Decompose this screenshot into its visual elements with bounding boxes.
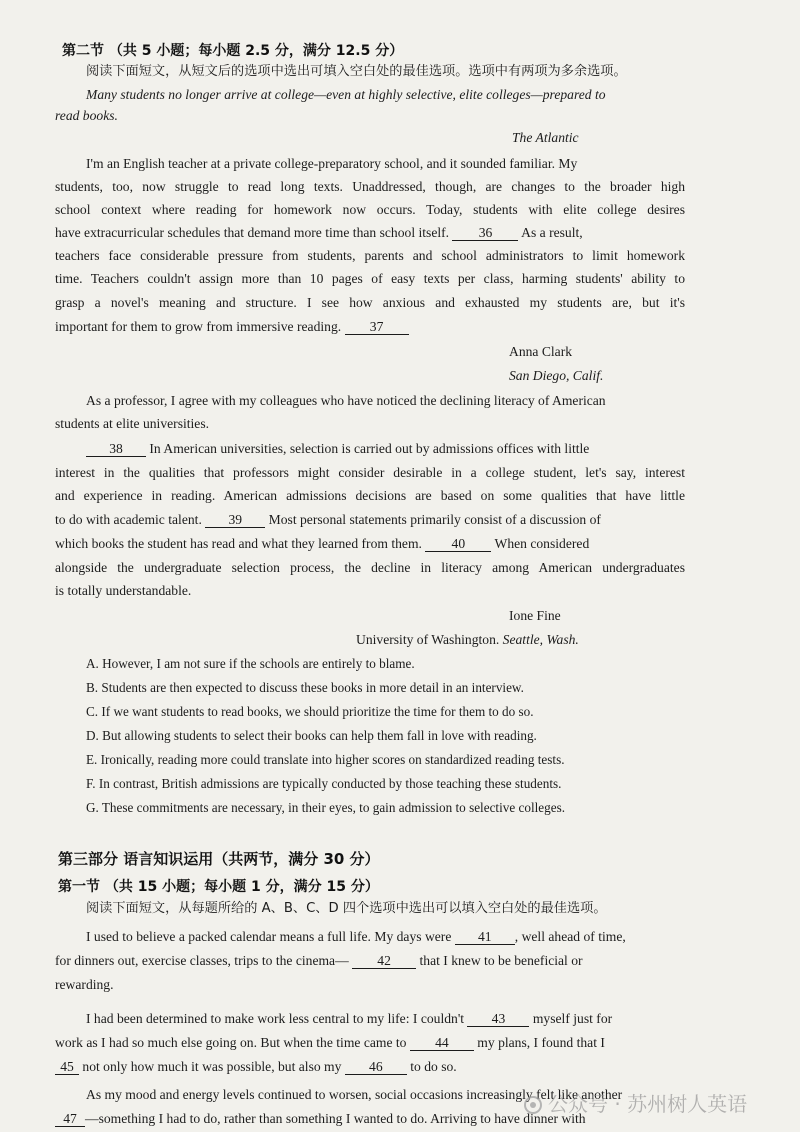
answer-blank-46[interactable]: 46	[345, 1060, 407, 1075]
letter-line: interest in the qualities that professors might consider desirable in a college student, let's say, interest	[55, 465, 685, 480]
letter-text: important for them to grow from immersive reading.	[55, 319, 342, 334]
option-b[interactable]: B. Students are then expected to discuss these books in more detail in an interview.	[86, 680, 524, 695]
letter-line	[55, 511, 685, 528]
answer-blank-44[interactable]: 44	[410, 1036, 474, 1051]
answer-blank-41[interactable]: 41	[455, 930, 515, 945]
sub-heading: 第一节 （共 15 小题；每小题 1 分，满分 15 分）	[58, 879, 379, 895]
letter-line: teachers face considerable pressure from students, parents and school administrators to limit homework	[55, 248, 685, 263]
letter-author: Anna Clark	[509, 344, 573, 359]
letter-line: As a professor, I agree with my colleagues who have noticed the declining literacy of American	[86, 393, 606, 408]
letter-text: to do with academic talent.	[55, 512, 202, 527]
passage-text: work as I had so much else going on. But when the time came to	[55, 1035, 407, 1050]
letter-line: students at elite universities.	[55, 416, 210, 431]
passage-text: for dinners out, exercise classes, trips to the cinema—	[55, 953, 349, 968]
option-a[interactable]: A. However, I am not sure if the schools are entirely to blame.	[86, 656, 415, 671]
option-c[interactable]: C. If we want students to read books, we should prioritize the time for them to do so.	[86, 704, 534, 719]
quote-line: Many students no longer arrive at college—even at highly selective, elite colleges—prepared to	[86, 87, 606, 102]
quote-line: read books.	[55, 108, 118, 123]
answer-blank-45[interactable]: 45	[55, 1060, 79, 1075]
letter-text: When considered	[494, 536, 590, 551]
section-heading: 第二节 （共 5 小题；每小题 2.5 分，满分 12.5 分）	[62, 43, 404, 59]
watermark	[524, 1088, 747, 1117]
passage-text: , well ahead of time,	[514, 929, 626, 944]
passage-text: to do so.	[410, 1059, 457, 1074]
letter-text: As a result,	[521, 225, 583, 240]
answer-blank-42[interactable]: 42	[352, 954, 416, 969]
letter-line: grasp a novel's meaning and structure. I see how anxious and exhausted my students are, but it's	[55, 295, 685, 310]
part-instruction: 阅读下面短文，从每题所给的 A、B、C、D 四个选项中选出可以填入空白处的最佳选项。	[86, 901, 607, 916]
letter-line	[55, 535, 685, 552]
letter-place	[356, 632, 579, 648]
answer-blank-40[interactable]: 40	[425, 537, 491, 552]
passage-line	[86, 928, 685, 945]
letter-line: alongside the undergraduate selection process, the decline in literacy among American undergraduates	[55, 560, 685, 575]
passage-text: I used to believe a packed calendar means a full life. My days were	[86, 929, 452, 944]
option-d[interactable]: D. But allowing students to select their books can help them fall in love with reading.	[86, 728, 537, 743]
passage-text: —something I had to do, rather than something I wanted to do. Arriving to have dinner with	[85, 1111, 586, 1126]
letter-author: Ione Fine	[509, 608, 561, 623]
answer-blank-37[interactable]: 37	[345, 320, 409, 335]
passage-text: I had been determined to make work less central to my life: I couldn't	[86, 1011, 465, 1026]
part-heading: 第三部分 语言知识运用（共两节，满分 30 分）	[58, 850, 380, 868]
letter-line: and experience in reading. American admissions decisions are based on some qualities that have little	[55, 488, 685, 503]
letter-line: school context where reading for homework now occurs. Today, students with elite college desires	[55, 202, 685, 217]
letter-text: Most personal statements primarily consist of a discussion of	[268, 512, 601, 527]
answer-blank-38[interactable]: 38	[86, 442, 146, 457]
passage-line	[55, 1058, 685, 1075]
option-g[interactable]: G. These commitments are necessary, in their eyes, to gain admission to selective colleges.	[86, 800, 566, 815]
quote-source: The Atlantic	[512, 130, 579, 145]
wechat-icon	[524, 1096, 542, 1114]
passage-line	[55, 1034, 685, 1051]
letter-place: San Diego, Calif.	[509, 368, 604, 383]
passage-line: rewarding.	[55, 977, 114, 992]
answer-blank-36[interactable]: 36	[452, 226, 518, 241]
option-e[interactable]: E. Ironically, reading more could translate into higher scores on standardized reading tests.	[86, 752, 565, 767]
letter-line	[55, 224, 685, 241]
letter-text: which books the student has read and what they learned from them.	[55, 536, 422, 551]
place-prefix: University of Washington.	[356, 632, 500, 647]
letter-line: students, too, now struggle to read long texts. Unaddressed, though, are changes to the broader high	[55, 179, 685, 194]
letter-line: time. Teachers couldn't assign more than 10 pages of easy texts per class, harming students' ability to	[55, 271, 685, 286]
passage-text: not only how much it was possible, but also my	[82, 1059, 342, 1074]
section-instruction: 阅读下面短文，从短文后的选项中选出可填入空白处的最佳选项。选项中有两项为多余选项。	[86, 64, 627, 79]
letter-line	[86, 440, 685, 457]
passage-line	[86, 1010, 685, 1027]
letter-text: have extracurricular schedules that demand more time than school itself.	[55, 225, 450, 240]
place-city: Seattle, Wash.	[502, 632, 579, 647]
passage-text: myself just for	[532, 1011, 613, 1026]
option-f[interactable]: F. In contrast, British admissions are typically conducted by those teaching these students.	[86, 776, 562, 791]
passage-text: my plans, I found that I	[477, 1035, 605, 1050]
answer-blank-39[interactable]: 39	[205, 513, 265, 528]
passage-line: As my mood and energy levels continued to worsen, social occasions increasingly felt like another	[86, 1087, 623, 1102]
letter-line: I'm an English teacher at a private college-preparatory school, and it sounded familiar. My	[86, 156, 578, 171]
letter-line: is totally understandable.	[55, 583, 192, 598]
watermark-text: 公众号 · 苏州树人英语	[548, 1092, 748, 1116]
letter-line	[55, 318, 685, 335]
passage-text: that I knew to be beneficial or	[419, 953, 583, 968]
passage-line	[55, 952, 685, 969]
letter-text: In American universities, selection is carried out by admissions offices with little	[149, 441, 590, 456]
answer-blank-43[interactable]: 43	[467, 1012, 529, 1027]
answer-blank-47[interactable]: 47	[55, 1112, 85, 1127]
